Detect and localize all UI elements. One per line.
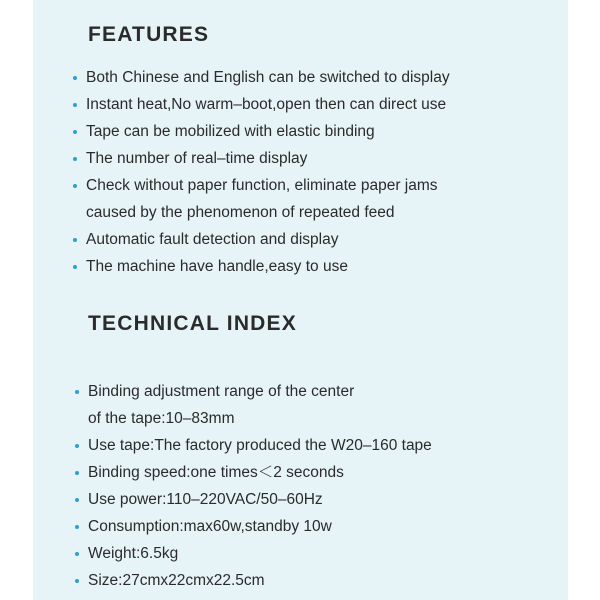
bullet-icon xyxy=(75,390,79,394)
list-item: Size:27cmx22cmx22.5cm xyxy=(88,567,432,594)
list-item: Check without paper function, eliminate paper jams caused by the phenomenon of repeated feed xyxy=(86,172,450,226)
spec-panel xyxy=(33,0,568,600)
list-item: The number of real–time display xyxy=(86,145,450,172)
list-item: Binding speed:one times＜2 seconds xyxy=(88,459,432,486)
bullet-icon xyxy=(75,579,79,583)
list-item: Use power:110–220VAC/50–60Hz xyxy=(88,486,432,513)
bullet-icon xyxy=(73,238,77,242)
list-item: The machine have handle,easy to use xyxy=(86,253,450,280)
list-item: Instant heat,No warm–boot,open then can direct use xyxy=(86,91,450,118)
bullet-icon xyxy=(75,552,79,556)
bullet-icon xyxy=(75,525,79,529)
bullet-icon xyxy=(73,103,77,107)
technical-index-heading: TECHNICAL INDEX xyxy=(88,312,297,335)
list-item: Binding adjustment range of the center of the tape:10–83mm xyxy=(88,378,432,432)
list-item-continuation: caused by the phenomenon of repeated feed xyxy=(86,204,395,221)
list-item-continuation: of the tape:10–83mm xyxy=(88,410,235,427)
bullet-icon xyxy=(73,265,77,269)
bullet-icon xyxy=(73,76,77,80)
technical-list xyxy=(88,378,432,594)
bullet-icon xyxy=(73,157,77,161)
list-item: Both Chinese and English can be switched to display xyxy=(86,64,450,91)
list-item: Weight:6.5kg xyxy=(88,540,432,567)
list-item: Consumption:max60w,standby 10w xyxy=(88,513,432,540)
bullet-icon xyxy=(75,498,79,502)
features-list xyxy=(86,64,450,280)
list-item: Automatic fault detection and display xyxy=(86,226,450,253)
list-item: Tape can be mobilized with elastic binding xyxy=(86,118,450,145)
list-item: Use tape:The factory produced the W20–160 tape xyxy=(88,432,432,459)
bullet-icon xyxy=(75,444,79,448)
bullet-icon xyxy=(73,130,77,134)
bullet-icon xyxy=(73,184,77,188)
features-heading: FEATURES xyxy=(88,23,210,46)
bullet-icon xyxy=(75,471,79,475)
